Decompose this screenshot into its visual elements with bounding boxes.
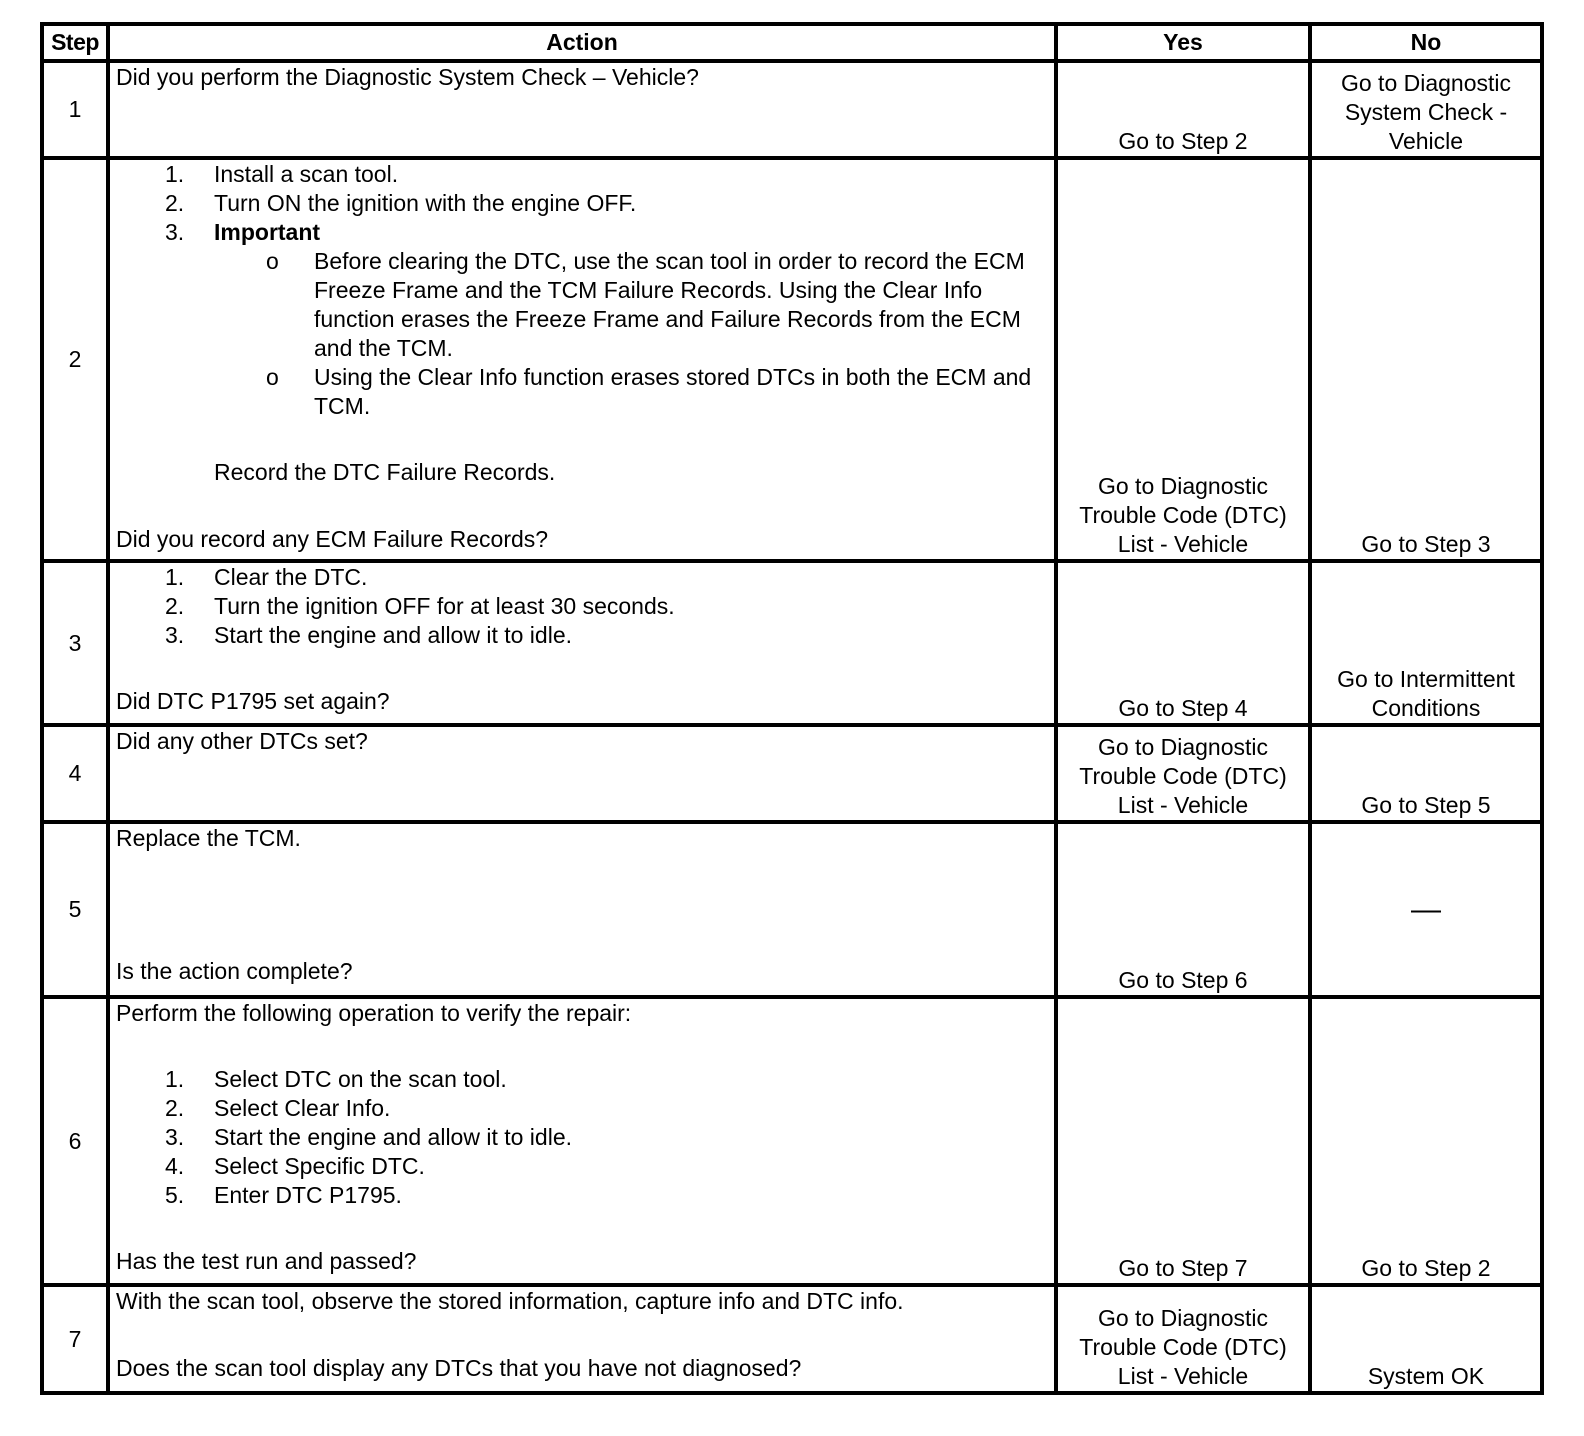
- step-number: 2: [42, 158, 108, 561]
- question-text: Does the scan tool display any DTCs that you have not diagnosed?: [116, 1355, 802, 1381]
- action-header: Action: [108, 24, 1056, 61]
- list-item-text: Turn ON the ignition with the engine OFF.: [214, 190, 637, 216]
- sub-list-item: [116, 363, 1048, 421]
- list-item: [116, 563, 1048, 592]
- table-row: [42, 822, 1542, 997]
- table-row: [42, 158, 1542, 561]
- action-cell: [108, 997, 1056, 1285]
- list-item-text: Select DTC on the scan tool.: [214, 1066, 507, 1092]
- list-item-text: Select Clear Info.: [214, 1095, 391, 1121]
- no-cell: Go to Diagnostic System Check - Vehicle: [1310, 61, 1542, 158]
- yes-cell: Go to Diagnostic Trouble Code (DTC) List - Vehicle: [1056, 158, 1310, 561]
- table-row: [42, 61, 1542, 158]
- bullet-icon: o: [266, 248, 279, 274]
- list-number: 2.: [165, 593, 185, 619]
- step-number: 1: [42, 61, 108, 158]
- list-item-text: Clear the DTC.: [214, 564, 368, 590]
- question-text: Did you record any ECM Failure Records?: [116, 526, 549, 552]
- list-item: [116, 1181, 1048, 1210]
- action-text: With the scan tool, observe the stored information, capture info and DTC info.: [116, 1288, 904, 1314]
- list-item: [116, 1094, 1048, 1123]
- step-number: 5: [42, 822, 108, 997]
- yes-cell: Go to Step 7: [1056, 997, 1310, 1285]
- action-text: Perform the following operation to verify the repair:: [116, 1000, 632, 1026]
- no-cell: —: [1310, 822, 1542, 997]
- action-cell: [108, 1285, 1056, 1393]
- no-cell: Go to Step 2: [1310, 997, 1542, 1285]
- list-number: 2.: [165, 190, 185, 216]
- no-cell: Go to Intermittent Conditions: [1310, 561, 1542, 725]
- important-label: Important: [214, 219, 321, 245]
- step-number: 4: [42, 725, 108, 822]
- list-item-text: Enter DTC P1795.: [214, 1182, 402, 1208]
- diagnostic-table: [40, 22, 1544, 1395]
- sub-item-text: Before clearing the DTC, use the scan tool in order to record the ECM Freeze Frame and the TCM Failure Records. Using the Clear Info function erases the Freeze Frame and Failure Records from the ECM and the TCM.: [314, 248, 1025, 361]
- list-number: 3.: [165, 219, 185, 245]
- no-header: No: [1310, 24, 1542, 61]
- list-item-text: Start the engine and allow it to idle.: [214, 622, 573, 648]
- list-number: 2.: [165, 1095, 185, 1121]
- table-row: [42, 1285, 1542, 1393]
- sub-list-item: [116, 247, 1048, 363]
- numbered-list: [116, 160, 1048, 421]
- table-row: [42, 561, 1542, 725]
- list-item: [116, 592, 1048, 621]
- question-text: Did DTC P1795 set again?: [116, 688, 390, 714]
- list-number: 1.: [165, 564, 185, 590]
- list-item: [116, 218, 1048, 247]
- question-text: Has the test run and passed?: [116, 1248, 417, 1274]
- list-number: 3.: [165, 1124, 185, 1150]
- list-item: [116, 1152, 1048, 1181]
- action-cell: [108, 158, 1056, 561]
- yes-cell: Go to Diagnostic Trouble Code (DTC) List - Vehicle: [1056, 1285, 1310, 1393]
- question-text: Did any other DTCs set?: [116, 728, 368, 754]
- list-item-text: Install a scan tool.: [214, 161, 399, 187]
- yes-cell: Go to Step 4: [1056, 561, 1310, 725]
- action-cell: [108, 61, 1056, 158]
- action-cell: [108, 822, 1056, 997]
- numbered-list: [116, 1065, 1048, 1210]
- yes-header: Yes: [1056, 24, 1310, 61]
- yes-cell: Go to Step 2: [1056, 61, 1310, 158]
- question-text: Did you perform the Diagnostic System Check – Vehicle?: [116, 64, 699, 90]
- table-row: [42, 725, 1542, 822]
- no-cell: Go to Step 5: [1310, 725, 1542, 822]
- list-item: [116, 189, 1048, 218]
- step-number: 6: [42, 997, 108, 1285]
- list-item-text: Start the engine and allow it to idle.: [214, 1124, 573, 1150]
- list-item-text: Turn the ignition OFF for at least 30 seconds.: [214, 593, 675, 619]
- note-text: Record the DTC Failure Records.: [214, 459, 556, 485]
- list-number: 1.: [165, 1066, 185, 1092]
- list-item: [116, 160, 1048, 189]
- header-row: [42, 24, 1542, 61]
- table-row: [42, 997, 1542, 1285]
- no-cell: System OK: [1310, 1285, 1542, 1393]
- action-text: Replace the TCM.: [116, 825, 301, 851]
- sub-item-text: Using the Clear Info function erases stored DTCs in both the ECM and TCM.: [314, 364, 1032, 419]
- question-text: Is the action complete?: [116, 958, 353, 984]
- bullet-icon: o: [266, 364, 279, 390]
- list-item: [116, 621, 1048, 650]
- yes-cell: Go to Step 6: [1056, 822, 1310, 997]
- list-number: 5.: [165, 1182, 185, 1208]
- step-number: 7: [42, 1285, 108, 1393]
- list-item: [116, 1123, 1048, 1152]
- list-number: 1.: [165, 161, 185, 187]
- step-header: Step: [42, 24, 108, 61]
- action-cell: [108, 725, 1056, 822]
- step-number: 3: [42, 561, 108, 725]
- list-number: 3.: [165, 622, 185, 648]
- list-number: 4.: [165, 1153, 185, 1179]
- action-cell: [108, 561, 1056, 725]
- list-item: [116, 1065, 1048, 1094]
- list-item-text: Select Specific DTC.: [214, 1153, 425, 1179]
- yes-cell: Go to Diagnostic Trouble Code (DTC) List - Vehicle: [1056, 725, 1310, 822]
- no-cell: Go to Step 3: [1310, 158, 1542, 561]
